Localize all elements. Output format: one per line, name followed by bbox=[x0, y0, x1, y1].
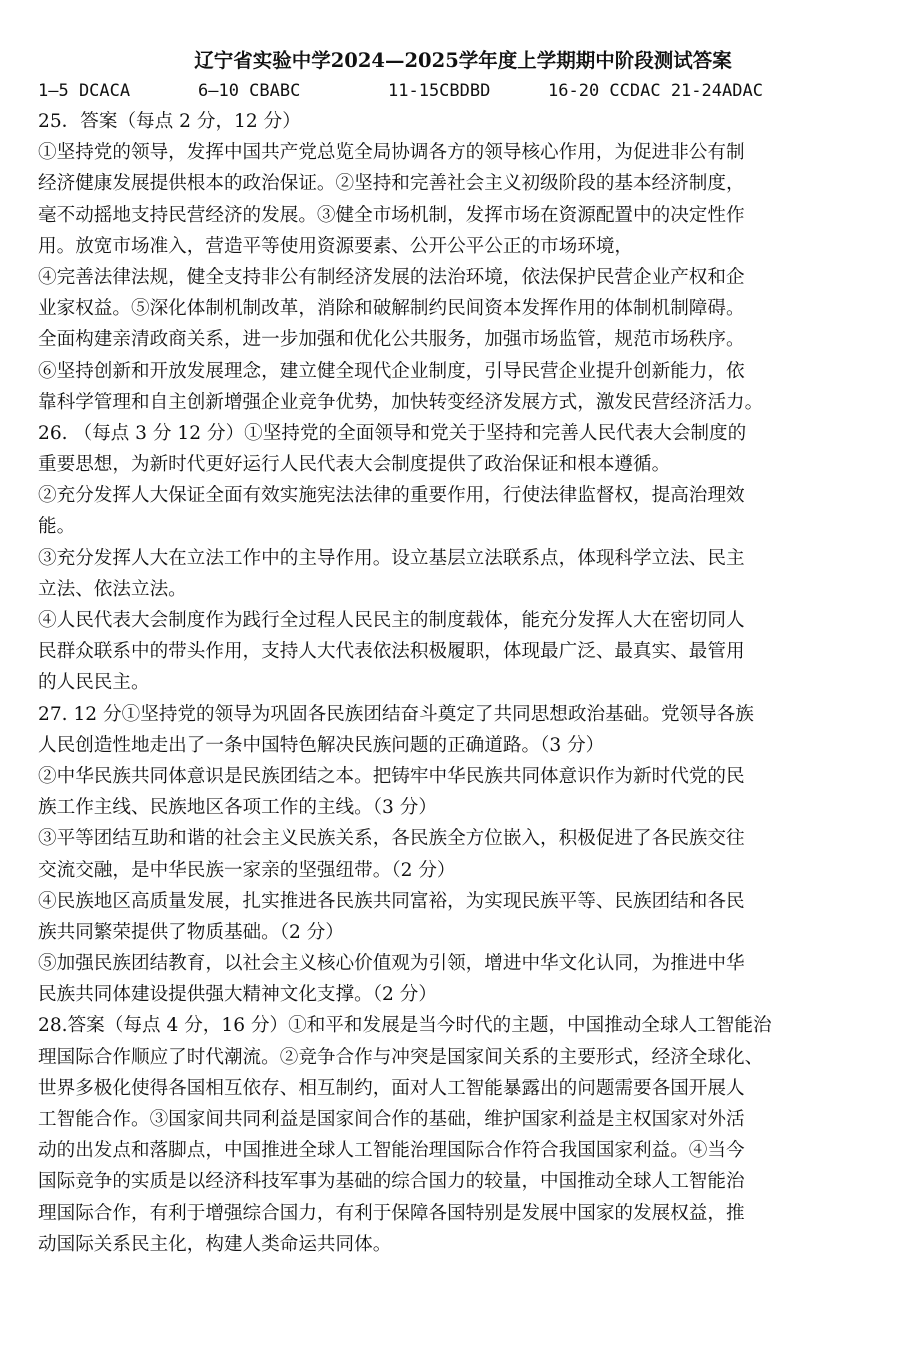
question-28-line: 工智能合作。③国家间共同利益是国家间合作的基础，维护国家利益是主权国家对外活 bbox=[38, 1109, 745, 1130]
question-25-line: ⑥坚持创新和开放发展理念，建立健全现代企业制度，引导民营企业提升创新能力，依 bbox=[38, 360, 745, 382]
question-25-line: 全面构建亲清政商关系，进一步加强和优化公共服务，加强市场监管，规范市场秩序。 bbox=[38, 329, 745, 351]
question-27-line: 族共同繁荣提供了物质基础。（2 分） bbox=[38, 921, 344, 943]
question-26-line: ③充分发挥人大在立法工作中的主导作用。设立基层立法联系点，体现科学立法、民主 bbox=[38, 547, 745, 569]
multiple-choice-answers bbox=[38, 76, 878, 106]
question-28-line: 动国际关系民主化，构建人类命运共同体。 bbox=[38, 1233, 392, 1255]
question-27-line: 交流交融，是中华民族一家亲的坚强纽带。（2 分） bbox=[38, 859, 456, 881]
question-27-line: 民族共同体建设提供强大精神文化支撑。（2 分） bbox=[38, 984, 437, 1006]
question-26-line: 的人民民主。 bbox=[38, 672, 150, 694]
question-25-heading: 25．答案（每点 2 分，12 分） bbox=[38, 111, 301, 132]
question-27-line: ④民族地区高质量发展，扎实推进各民族共同富裕，为实现民族平等、民族团结和各民 bbox=[38, 890, 745, 912]
mc-answers-1-5: 1—5 DCACA bbox=[38, 81, 131, 101]
mc-answers-11-15: 11-15CBDBD bbox=[388, 81, 491, 101]
question-26-heading: 26. （每点 3 分 12 分）①坚持党的全面领导和党关于坚持和完善人民代表大会制度的 bbox=[38, 422, 747, 444]
question-25-line: 业家权益。⑤深化体制机制改革，消除和破解制约民间资本发挥作用的体制机制障碍。 bbox=[38, 298, 745, 320]
question-25-line: ①坚持党的领导，发挥中国共产党总览全局协调各方的领导核心作用，为促进非公有制 bbox=[38, 142, 745, 164]
question-26-line: ④人民代表大会制度作为践行全过程人民民主的制度载体，能充分发挥人大在密切同人 bbox=[38, 610, 745, 631]
question-25-line: 经济健康发展提供根本的政治保证。②坚持和完善社会主义初级阶段的基本经济制度， bbox=[38, 173, 745, 195]
question-27-line: ③平等团结互助和谐的社会主义民族关系，各民族全方位嵌入，积极促进了各民族交往 bbox=[38, 828, 745, 850]
question-25-line: 靠科学管理和自主创新增强企业竞争优势，加快转变经济发展方式，激发民营经济活力。 bbox=[38, 391, 764, 413]
question-27-heading: 27. 12 分①坚持党的领导为巩固各民族团结奋斗奠定了共同思想政治基础。党领导各族 bbox=[38, 703, 754, 725]
question-28-line: 理国际合作，有利于增强综合国力，有利于保障各国特别是发展中国家的发展权益，推 bbox=[38, 1202, 745, 1224]
question-28-line: 世界多极化使得各国相互依存、相互制约，面对人工智能暴露出的问题需要各国开展人 bbox=[38, 1077, 745, 1099]
question-26-line: 民群众联系中的带头作用，支持人大代表依法积极履职，体现最广泛、最真实、最管用 bbox=[38, 641, 745, 663]
question-26-answer bbox=[38, 418, 878, 699]
question-28-line: 国际竞争的实质是以经济科技军事为基础的综合国力的较量，中国推动全球人工智能治 bbox=[38, 1171, 745, 1193]
question-27-line: 人民创造性地走出了一条中国特色解决民族问题的正确道路。（3 分） bbox=[38, 734, 605, 756]
question-26-line: 立法、依法立法。 bbox=[38, 578, 187, 600]
question-25-line: ④完善法律法规，健全支持非公有制经济发展的法治环境，依法保护民营企业产权和企 bbox=[38, 266, 745, 288]
question-27-line: 族工作主线、民族地区各项工作的主线。（3 分） bbox=[38, 797, 437, 819]
question-28-line: 理国际合作顺应了时代潮流。②竞争合作与冲突是国家间关系的主要形式，经济全球化、 bbox=[38, 1046, 764, 1068]
question-28-answer bbox=[38, 1010, 878, 1260]
question-25-line: 毫不动摇地支持民营经济的发展。③健全市场机制，发挥市场在资源配置中的决定性作 bbox=[38, 204, 745, 226]
question-25-answer bbox=[38, 106, 878, 418]
document-title: 辽宁省实验中学2024—2025学年度上学期期中阶段测试答案 bbox=[194, 49, 732, 72]
question-26-line: 能。 bbox=[38, 516, 76, 538]
question-28-heading: 28.答案（每点 4 分，16 分）①和平和发展是当今时代的主题，中国推动全球人工智能治 bbox=[38, 1015, 772, 1037]
question-28-line: 动的出发点和落脚点，中国推进全球人工智能治理国际合作符合我国国家利益。④当今 bbox=[38, 1140, 745, 1162]
question-26-line: 重要思想，为新时代更好运行人民代表大会制度提供了政治保证和根本遵循。 bbox=[38, 454, 671, 476]
mc-answers-6-10: 6—10 CBABC bbox=[198, 81, 301, 101]
question-27-line: ②中华民族共同体意识是民族团结之本。把铸牢中华民族共同体意识作为新时代党的民 bbox=[38, 765, 745, 787]
question-27-line: ⑤加强民族团结教育，以社会主义核心价值观为引领，增进中华文化认同，为推进中华 bbox=[38, 953, 745, 975]
mc-answers-16-24: 16-20 CCDAC 21-24ADAC bbox=[548, 81, 763, 101]
question-27-answer bbox=[38, 699, 878, 1011]
question-26-line: ②充分发挥人大保证全面有效实施宪法法律的重要作用，行使法律监督权，提高治理效 bbox=[38, 485, 745, 507]
question-25-line: 用。放宽市场准入，营造平等使用资源要素、公开公平公正的市场环境， bbox=[38, 235, 634, 257]
answer-document bbox=[38, 46, 878, 1260]
